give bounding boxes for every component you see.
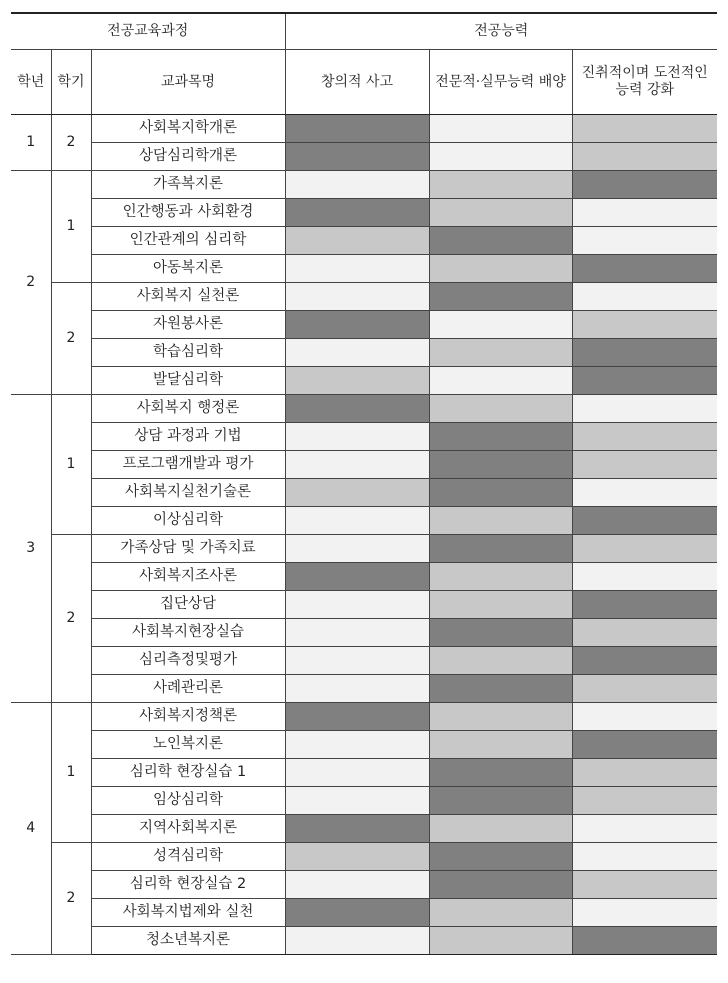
professional-practice-level-cell bbox=[429, 395, 572, 423]
table-row bbox=[11, 451, 717, 479]
professional-practice-level-cell bbox=[429, 927, 572, 955]
proactive-challenge-level-cell bbox=[572, 899, 717, 927]
creative-thinking-level-cell bbox=[285, 647, 429, 675]
creative-thinking-level-cell bbox=[285, 367, 429, 395]
semester-cell: 1 bbox=[51, 395, 91, 535]
proactive-challenge-level-cell bbox=[572, 367, 717, 395]
table-row bbox=[11, 283, 717, 311]
proactive-challenge-level-cell bbox=[572, 143, 717, 171]
semester-cell: 1 bbox=[51, 703, 91, 843]
professional-practice-level-cell bbox=[429, 815, 572, 843]
semester-cell: 1 bbox=[51, 171, 91, 283]
subject-cell: 이상심리학 bbox=[91, 507, 285, 535]
table-row bbox=[11, 871, 717, 899]
professional-practice-level-cell bbox=[429, 703, 572, 731]
proactive-challenge-level-cell bbox=[572, 787, 717, 815]
subject-cell: 발달심리학 bbox=[91, 367, 285, 395]
professional-practice-level-cell bbox=[429, 311, 572, 339]
creative-thinking-level-cell bbox=[285, 199, 429, 227]
subject-cell: 사회복지조사론 bbox=[91, 563, 285, 591]
subject-cell: 사회복지정책론 bbox=[91, 703, 285, 731]
year-cell: 1 bbox=[11, 115, 51, 171]
proactive-challenge-level-cell bbox=[572, 647, 717, 675]
professional-practice-level-cell bbox=[429, 619, 572, 647]
professional-practice-header: 전문적·실무능력 배양 bbox=[429, 50, 572, 115]
professional-practice-level-cell bbox=[429, 731, 572, 759]
proactive-challenge-level-cell bbox=[572, 703, 717, 731]
professional-practice-level-cell bbox=[429, 675, 572, 703]
proactive-challenge-level-cell bbox=[572, 171, 717, 199]
subject-cell: 사회복지현장실습 bbox=[91, 619, 285, 647]
table-row bbox=[11, 199, 717, 227]
subject-cell: 사회복지실천기술론 bbox=[91, 479, 285, 507]
proactive-challenge-level-cell bbox=[572, 115, 717, 143]
proactive-challenge-level-cell bbox=[572, 815, 717, 843]
table-row bbox=[11, 619, 717, 647]
proactive-challenge-header bbox=[572, 50, 717, 115]
professional-practice-level-cell bbox=[429, 199, 572, 227]
professional-practice-level-cell bbox=[429, 787, 572, 815]
table-row bbox=[11, 143, 717, 171]
professional-practice-level-cell bbox=[429, 255, 572, 283]
creative-thinking-level-cell bbox=[285, 227, 429, 255]
creative-thinking-level-cell bbox=[285, 815, 429, 843]
creative-thinking-level-cell bbox=[285, 563, 429, 591]
proactive-challenge-level-cell bbox=[572, 619, 717, 647]
creative-thinking-level-cell bbox=[285, 731, 429, 759]
creative-thinking-level-cell bbox=[285, 171, 429, 199]
proactive-challenge-level-cell bbox=[572, 339, 717, 367]
subject-cell: 사회복지 행정론 bbox=[91, 395, 285, 423]
subject-cell: 성격심리학 bbox=[91, 843, 285, 871]
creative-thinking-level-cell bbox=[285, 143, 429, 171]
proactive-challenge-level-cell bbox=[572, 871, 717, 899]
creative-thinking-level-cell bbox=[285, 703, 429, 731]
creative-thinking-level-cell bbox=[285, 591, 429, 619]
professional-practice-level-cell bbox=[429, 591, 572, 619]
professional-practice-level-cell bbox=[429, 899, 572, 927]
table-row bbox=[11, 115, 717, 143]
proactive-challenge-level-cell bbox=[572, 423, 717, 451]
proactive-challenge-level-cell bbox=[572, 311, 717, 339]
subject-cell: 가족상담 및 가족치료 bbox=[91, 535, 285, 563]
professional-practice-level-cell bbox=[429, 283, 572, 311]
professional-practice-level-cell bbox=[429, 507, 572, 535]
semester-cell: 2 bbox=[51, 843, 91, 955]
table-row bbox=[11, 843, 717, 871]
table-row bbox=[11, 675, 717, 703]
professional-practice-level-cell bbox=[429, 367, 572, 395]
subject-cell: 사례관리론 bbox=[91, 675, 285, 703]
proactive-challenge-level-cell bbox=[572, 199, 717, 227]
subject-cell: 가족복지론 bbox=[91, 171, 285, 199]
professional-practice-level-cell bbox=[429, 479, 572, 507]
professional-practice-level-cell bbox=[429, 535, 572, 563]
subject-cell: 아동복지론 bbox=[91, 255, 285, 283]
subject-cell: 집단상담 bbox=[91, 591, 285, 619]
subject-column-header: 교과목명 bbox=[91, 50, 285, 115]
subject-cell: 지역사회복지론 bbox=[91, 815, 285, 843]
subject-cell: 임상심리학 bbox=[91, 787, 285, 815]
proactive-challenge-level-cell bbox=[572, 395, 717, 423]
table-row bbox=[11, 507, 717, 535]
proactive-challenge-level-cell bbox=[572, 759, 717, 787]
year-cell: 3 bbox=[11, 395, 51, 703]
subject-cell: 심리측정및평가 bbox=[91, 647, 285, 675]
creative-thinking-level-cell bbox=[285, 451, 429, 479]
creative-thinking-level-cell bbox=[285, 871, 429, 899]
table-row bbox=[11, 563, 717, 591]
table-row bbox=[11, 927, 717, 955]
creative-thinking-level-cell bbox=[285, 311, 429, 339]
professional-practice-level-cell bbox=[429, 871, 572, 899]
creative-thinking-level-cell bbox=[285, 535, 429, 563]
creative-thinking-level-cell bbox=[285, 339, 429, 367]
table-row bbox=[11, 535, 717, 563]
subject-cell: 사회복지학개론 bbox=[91, 115, 285, 143]
creative-thinking-level-cell bbox=[285, 899, 429, 927]
professional-practice-level-cell bbox=[429, 339, 572, 367]
semester-cell: 2 bbox=[51, 115, 91, 171]
creative-thinking-level-cell bbox=[285, 675, 429, 703]
creative-thinking-level-cell bbox=[285, 115, 429, 143]
proactive-challenge-level-cell bbox=[572, 731, 717, 759]
professional-practice-level-cell bbox=[429, 451, 572, 479]
subject-cell: 청소년복지론 bbox=[91, 927, 285, 955]
subject-cell: 상담심리학개론 bbox=[91, 143, 285, 171]
proactive-challenge-level-cell bbox=[572, 507, 717, 535]
proactive-challenge-level-cell bbox=[572, 675, 717, 703]
subject-cell: 노인복지론 bbox=[91, 731, 285, 759]
table-row bbox=[11, 591, 717, 619]
professional-practice-level-cell bbox=[429, 423, 572, 451]
creative-thinking-level-cell bbox=[285, 395, 429, 423]
creative-thinking-level-cell bbox=[285, 283, 429, 311]
table-row bbox=[11, 367, 717, 395]
year-cell: 2 bbox=[11, 171, 51, 395]
table-row bbox=[11, 423, 717, 451]
table-row bbox=[11, 759, 717, 787]
creative-thinking-level-cell bbox=[285, 423, 429, 451]
proactive-challenge-level-cell bbox=[572, 227, 717, 255]
creative-thinking-level-cell bbox=[285, 787, 429, 815]
professional-practice-level-cell bbox=[429, 759, 572, 787]
proactive-challenge-header-line2: 능력 강화 bbox=[615, 82, 675, 98]
subject-cell: 심리학 현장실습 1 bbox=[91, 759, 285, 787]
subject-cell: 사회복지법제와 실천 bbox=[91, 899, 285, 927]
proactive-challenge-level-cell bbox=[572, 535, 717, 563]
professional-practice-level-cell bbox=[429, 171, 572, 199]
table-row bbox=[11, 899, 717, 927]
creative-thinking-level-cell bbox=[285, 479, 429, 507]
header-column-row bbox=[11, 50, 717, 115]
subject-cell: 프로그램개발과 평가 bbox=[91, 451, 285, 479]
header-group-row bbox=[11, 13, 717, 50]
subject-cell: 사회복지 실천론 bbox=[91, 283, 285, 311]
table-row bbox=[11, 311, 717, 339]
creative-thinking-header: 창의적 사고 bbox=[285, 50, 429, 115]
table-row bbox=[11, 787, 717, 815]
professional-practice-level-cell bbox=[429, 843, 572, 871]
table-row bbox=[11, 255, 717, 283]
proactive-challenge-level-cell bbox=[572, 283, 717, 311]
semester-column-header: 학기 bbox=[51, 50, 91, 115]
major-curriculum-header: 전공교육과정 bbox=[11, 13, 285, 50]
competency-matrix-table bbox=[11, 12, 717, 955]
subject-cell: 상담 과정과 기법 bbox=[91, 423, 285, 451]
subject-cell: 인간행동과 사회환경 bbox=[91, 199, 285, 227]
proactive-challenge-level-cell bbox=[572, 843, 717, 871]
creative-thinking-level-cell bbox=[285, 843, 429, 871]
table-row bbox=[11, 703, 717, 731]
semester-cell: 2 bbox=[51, 535, 91, 703]
creative-thinking-level-cell bbox=[285, 927, 429, 955]
proactive-challenge-header-line1: 진취적이며 도전적인 bbox=[581, 65, 708, 81]
table-row bbox=[11, 479, 717, 507]
creative-thinking-level-cell bbox=[285, 507, 429, 535]
creative-thinking-level-cell bbox=[285, 255, 429, 283]
proactive-challenge-level-cell bbox=[572, 479, 717, 507]
creative-thinking-level-cell bbox=[285, 619, 429, 647]
creative-thinking-level-cell bbox=[285, 759, 429, 787]
professional-practice-level-cell bbox=[429, 143, 572, 171]
table-row bbox=[11, 339, 717, 367]
subject-cell: 인간관계의 심리학 bbox=[91, 227, 285, 255]
professional-practice-level-cell bbox=[429, 647, 572, 675]
table-row bbox=[11, 647, 717, 675]
year-column-header: 학년 bbox=[11, 50, 51, 115]
proactive-challenge-level-cell bbox=[572, 255, 717, 283]
proactive-challenge-level-cell bbox=[572, 927, 717, 955]
table-row bbox=[11, 171, 717, 199]
professional-practice-level-cell bbox=[429, 227, 572, 255]
professional-practice-level-cell bbox=[429, 563, 572, 591]
semester-cell: 2 bbox=[51, 283, 91, 395]
proactive-challenge-level-cell bbox=[572, 591, 717, 619]
table-row bbox=[11, 815, 717, 843]
proactive-challenge-level-cell bbox=[572, 563, 717, 591]
major-competency-header: 전공능력 bbox=[285, 13, 717, 50]
proactive-challenge-level-cell bbox=[572, 451, 717, 479]
table-row bbox=[11, 731, 717, 759]
table-row bbox=[11, 227, 717, 255]
subject-cell: 학습심리학 bbox=[91, 339, 285, 367]
subject-cell: 자원봉사론 bbox=[91, 311, 285, 339]
subject-cell: 심리학 현장실습 2 bbox=[91, 871, 285, 899]
table-body bbox=[11, 115, 717, 955]
year-cell: 4 bbox=[11, 703, 51, 955]
professional-practice-level-cell bbox=[429, 115, 572, 143]
table-row bbox=[11, 395, 717, 423]
